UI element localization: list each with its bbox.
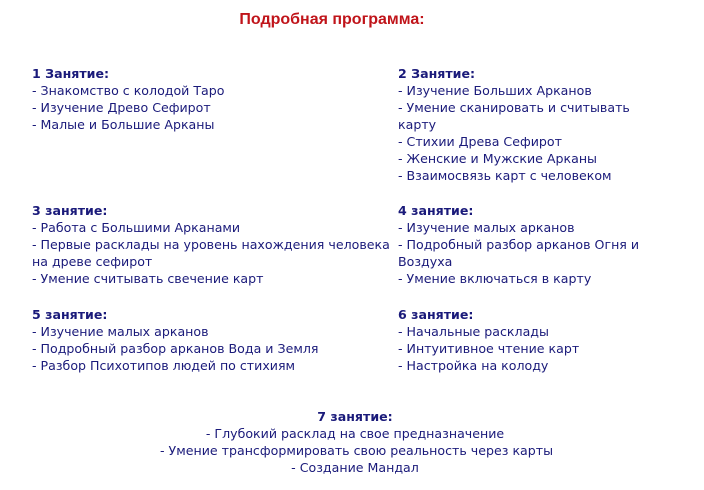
lesson-item: - Подробный разбор арканов Вода и Земля	[32, 341, 319, 356]
lesson-item: - Настройка на колоду	[398, 358, 549, 373]
lesson-item: - Подробный разбор арканов Огня и Воздуха	[398, 237, 640, 269]
lesson-item: - Начальные расклады	[398, 324, 549, 339]
lesson-item: - Первые расклады на уровень нахождения человека на древе сефирот	[32, 237, 390, 269]
lesson-item: - Знакомство с колодой Таро	[32, 83, 225, 98]
lesson-1-block	[32, 65, 372, 133]
lesson-item: - Изучение Древо Сефирот	[32, 100, 211, 115]
lesson-2-block	[398, 65, 638, 184]
lesson-item: - Малые и Большие Арканы	[32, 117, 215, 132]
lesson-heading: 1 Занятие:	[32, 66, 110, 81]
lesson-item: - Умение включаться в карту	[398, 271, 592, 286]
lesson-item: - Умение считывать свечение карт	[32, 271, 264, 286]
lesson-6-block	[398, 306, 648, 374]
lesson-heading: 5 занятие:	[32, 307, 108, 322]
page-title: Подробная программа:	[239, 11, 425, 28]
lesson-5-block	[32, 306, 372, 374]
lesson-item: - Умение сканировать и считывать карту	[398, 100, 630, 132]
lesson-item: - Взаимосвязь карт с человеком	[398, 168, 612, 183]
lesson-item: - Работа с Большими Арканами	[32, 220, 241, 235]
lesson-heading: 7 занятие:	[317, 409, 393, 424]
lesson-heading: 6 занятие:	[398, 307, 474, 322]
lesson-3-block	[32, 202, 395, 287]
lesson-4-block	[398, 202, 648, 287]
lesson-item: - Женские и Мужские Арканы	[398, 151, 597, 166]
lesson-item: - Умение трансформировать свою реальность через карты	[160, 443, 554, 458]
lesson-item: - Глубокий расклад на свое предназначение	[205, 426, 505, 441]
lesson-item: - Стихии Древа Сефирот	[398, 134, 562, 149]
lesson-item: - Изучение Больших Арканов	[398, 83, 592, 98]
lesson-item: - Изучение малых арканов	[398, 220, 575, 235]
lesson-heading: 3 занятие:	[32, 203, 108, 218]
lesson-item: - Создание Мандал	[291, 460, 419, 475]
lesson-item: - Разбор Психотипов людей по стихиям	[32, 358, 296, 373]
lesson-heading: 2 Занятие:	[398, 66, 476, 81]
lesson-item: - Интуитивное чтение карт	[398, 341, 580, 356]
lesson-7-block	[160, 408, 554, 476]
lesson-item: - Изучение малых арканов	[32, 324, 209, 339]
lesson-heading: 4 занятие:	[398, 203, 474, 218]
